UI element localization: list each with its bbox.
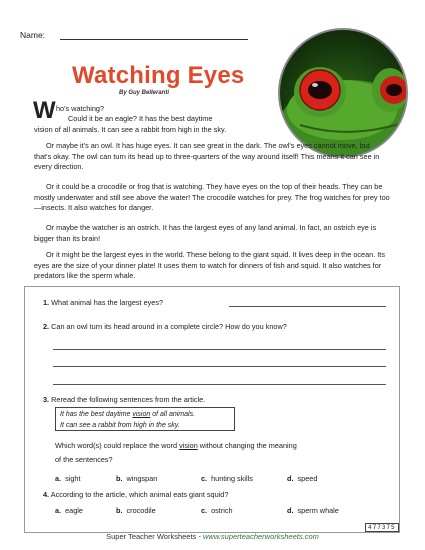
frog-photo [278, 28, 408, 158]
option-letter: c. [201, 506, 208, 515]
question-2-number: 2. [43, 322, 50, 331]
underlined-word-vision: vision [179, 441, 198, 450]
question-1-number: 1. [43, 298, 50, 307]
paragraph-1-line-2: Could it be an eagle? It has the best daytime [68, 114, 213, 123]
question-3-prompt-line-1: Which word(s) could replace the word vision without changing the meaning [55, 441, 297, 450]
q4-option-b[interactable] [116, 506, 156, 515]
option-text: sperm whale [297, 506, 339, 515]
name-label: Name: [20, 30, 46, 40]
q4-option-a[interactable] [55, 506, 83, 515]
page-title: Watching Eyes [72, 62, 245, 89]
footer-url[interactable]: www.superteacherworksheets.com [202, 532, 319, 541]
answer-line-1[interactable] [229, 306, 386, 307]
q4-option-c[interactable] [201, 506, 233, 515]
option-text: wingspan [126, 474, 158, 483]
question-2-text: Can an owl turn its head around in a complete circle? How do you know? [51, 322, 287, 331]
q3-option-b[interactable] [116, 474, 157, 483]
option-text: sight [65, 474, 81, 483]
option-letter: b. [116, 506, 123, 515]
option-text: speed [297, 474, 318, 483]
question-3 [43, 395, 205, 404]
worksheet-code: 477375 [365, 523, 399, 532]
name-underline [60, 39, 248, 40]
byline: By Guy Belleranti [119, 90, 170, 96]
paragraph-4: Or maybe the watcher is an ostrich. It has the largest eyes of any land animal. In fact, an ostrich eye is bigger than its brain! [34, 223, 377, 243]
name-field[interactable] [20, 30, 45, 40]
underlined-word-vision: vision [132, 411, 151, 418]
option-text: ostrich [211, 506, 233, 515]
q3-option-a[interactable] [55, 474, 81, 483]
option-letter: b. [116, 474, 123, 483]
footer [0, 532, 425, 541]
option-letter: a. [55, 506, 62, 515]
paragraph-2: Or maybe it's an owl. It has huge eyes. It can see great in the dark. The owl's eyes cannot move, but that's okay. The owl can turn its head up to three-quarters of the way around itself! This means it can see in every direction. [34, 141, 380, 172]
option-letter: d. [287, 506, 294, 515]
option-text: eagle [65, 506, 83, 515]
option-letter: d. [287, 474, 294, 483]
question-3-number: 3. [43, 395, 50, 404]
frog-illustration [280, 30, 406, 156]
footer-brand: Super Teacher Worksheets - [106, 532, 203, 541]
question-4-number: 4. [43, 490, 50, 499]
q3-option-d[interactable] [287, 474, 317, 483]
quote-line-1: It has the best daytime vision of all animals. [60, 411, 196, 418]
question-4 [43, 490, 228, 499]
question-1-text: What animal has the largest eyes? [51, 298, 164, 307]
quote-line-2: It can see a rabbit from high in the sky. [60, 421, 180, 429]
answer-line-2a[interactable] [53, 349, 386, 350]
option-text: hunting skills [211, 474, 253, 483]
question-3-prompt-line-2: of the sentences? [55, 455, 113, 464]
option-text: crocodile [126, 506, 156, 515]
drop-cap: W [33, 97, 56, 124]
question-3-text: Reread the following sentences from the article. [51, 395, 206, 404]
question-1 [43, 298, 163, 307]
q4-option-d[interactable] [287, 506, 339, 515]
quoted-sentences [55, 407, 235, 431]
option-letter: a. [55, 474, 62, 483]
answer-line-2c[interactable] [53, 384, 386, 385]
paragraph-1-line-3: vision of all animals. It can see a rabbit from high in the sky. [34, 125, 227, 134]
paragraph-1-line-1: ho's watching? [56, 104, 105, 113]
answer-line-2b[interactable] [53, 366, 386, 367]
question-4-text: According to the article, which animal eats giant squid? [50, 490, 229, 499]
option-letter: c. [201, 474, 208, 483]
paragraph-5: Or it might be the largest eyes in the world. These belong to the giant squid. It lives deep in the ocean. Its eyes are the size of your dinner plate! It uses them to watch for dinners of fish and squid. It also watches for predators like the sperm whale. [34, 250, 385, 281]
question-2 [43, 322, 287, 331]
q3-option-c[interactable] [201, 474, 253, 483]
paragraph-3: Or it could be a crocodile or frog that is watching. They have eyes on the top of their heads. They can be mostly underwater and still see above the water! The crocodile watches for prey. The frog watches for prey too—insects. It also watches for danger. [34, 182, 390, 213]
